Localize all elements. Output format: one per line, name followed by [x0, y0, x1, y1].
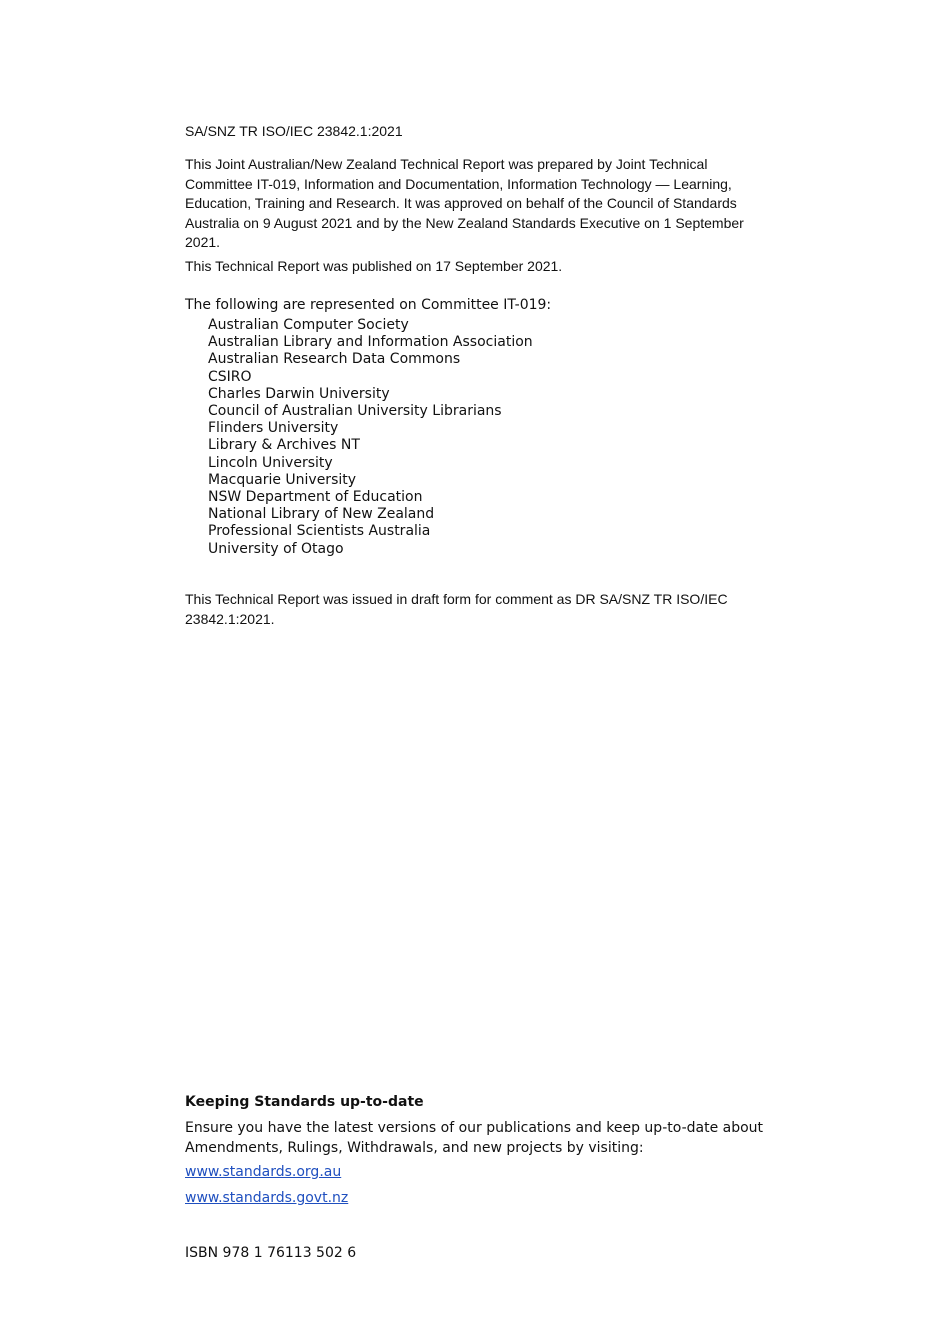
isbn-number: ISBN 978 1 76113 502 6	[185, 1245, 357, 1261]
publication-date-line: This Technical Report was published on 17 September 2021.	[185, 258, 563, 274]
committee-member: Council of Australian University Librarians	[208, 403, 502, 420]
committee-member: Charles Darwin University	[208, 385, 390, 402]
standards-nz-link[interactable]: www.standards.govt.nz	[185, 1190, 349, 1206]
committee-member: Australian Computer Society	[208, 317, 409, 333]
committee-member: Professional Scientists Australia	[208, 523, 431, 540]
committee-member: National Library of New Zealand	[208, 506, 435, 523]
preparation-paragraph: This Joint Australian/New Zealand Technical Report was prepared by Joint Technical Committee IT-019, Information and Documentation, Information Technology — Learning, Education, Training and Research. It was approved on behalf of the Council of Standards Australia on 9 August 2021 and by the New Zealand Standards Executive on 1 September 2021.	[185, 156, 744, 250]
committee-intro: The following are represented on Committee IT-019:	[185, 297, 552, 313]
committee-member: Australian Research Data Commons	[208, 351, 461, 368]
draft-paragraph: This Technical Report was issued in draft form for comment as DR SA/SNZ TR ISO/IEC 23842.1:2021.	[185, 591, 728, 627]
committee-member: Flinders University	[208, 420, 339, 437]
committee-member: NSW Department of Education	[208, 489, 423, 506]
committee-member: Library & Archives NT	[208, 437, 360, 454]
committee-member: Australian Library and Information Association	[208, 334, 533, 351]
keeping-up-to-date-text: Ensure you have the latest versions of our publications and keep up-to-date about Amendments, Rulings, Withdrawals, and new projects by visiting:	[185, 1120, 764, 1156]
committee-member: Lincoln University	[208, 454, 333, 471]
committee-member-list	[208, 317, 788, 558]
keeping-up-to-date-heading: Keeping Standards up-to-date	[185, 1094, 424, 1110]
document-designation: SA/SNZ TR ISO/IEC 23842.1:2021	[185, 123, 403, 139]
committee-member: Macquarie University	[208, 471, 357, 488]
committee-member: University of Otago	[208, 540, 344, 557]
standards-australia-link[interactable]: www.standards.org.au	[185, 1164, 342, 1180]
committee-member: CSIRO	[208, 368, 252, 385]
